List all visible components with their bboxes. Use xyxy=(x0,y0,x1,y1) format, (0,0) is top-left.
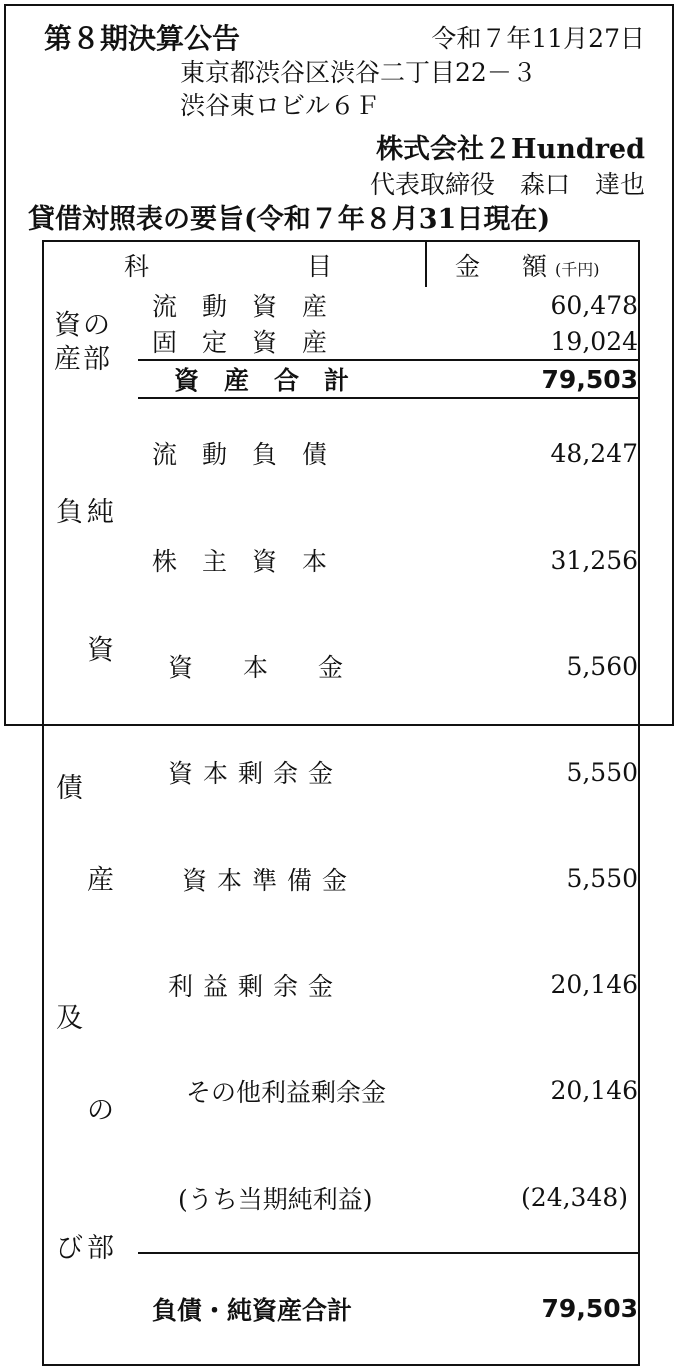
balance-sheet-title: 貸借対照表の要旨(令和７年８月31日現在) xyxy=(28,204,551,235)
notice-title: 第８期決算公告 xyxy=(44,22,241,55)
row-label: 流 動 資 産 xyxy=(152,292,328,321)
liab-label-line2: 資 xyxy=(56,635,118,666)
row-label: 資本剰余金 xyxy=(168,759,344,789)
notice-date: 令和７年11月27日 xyxy=(431,24,645,53)
row-label: 株 主 資 本 xyxy=(152,547,328,577)
header-gaku: 額 xyxy=(521,251,547,281)
table-row xyxy=(43,398,639,507)
assets-label-line1: 資の xyxy=(54,309,112,341)
row-value: 60,478 xyxy=(550,290,639,320)
row-label: 資本準備金 xyxy=(182,865,358,895)
company-name: 株式会社２Hundred xyxy=(376,134,645,165)
liab-label-line1: 負純 xyxy=(56,497,118,528)
liab-label-line5: 及 xyxy=(56,1003,87,1034)
row-value: 19,024 xyxy=(550,326,639,356)
header-unit: (千円) xyxy=(554,259,600,279)
address-line-2: 渋谷東ロビル６Ｆ xyxy=(180,91,381,120)
row-label: 流 動 負 債 xyxy=(152,440,328,470)
liabilities-total-value: 79,503 xyxy=(426,1253,639,1365)
liab-label-line4: 産 xyxy=(56,865,118,896)
assets-label-line2: 産部 xyxy=(54,343,112,375)
row-value: 20,146 xyxy=(550,970,639,1000)
liab-label-line6: の xyxy=(87,1095,118,1126)
row-value: (24,348) xyxy=(521,1183,629,1213)
header-moku: 目 xyxy=(306,251,332,281)
representative-name: 代表取締役 森口 達也 xyxy=(369,170,645,199)
row-value: 5,560 xyxy=(566,651,639,681)
table-row xyxy=(43,287,639,323)
row-value: 5,550 xyxy=(566,864,639,894)
balance-sheet-table xyxy=(42,240,640,1366)
assets-section-label xyxy=(43,287,138,398)
liab-label-line3: 債 xyxy=(56,773,87,804)
table-header-row xyxy=(43,241,639,287)
liab-label-line7: び部 xyxy=(56,1233,118,1264)
header-ka: 科 xyxy=(124,251,150,281)
row-label: (うち当期純利益) xyxy=(178,1184,373,1214)
header-kin: 金 xyxy=(455,251,481,281)
row-label: その他利益剰余金 xyxy=(186,1077,387,1107)
row-value: 48,247 xyxy=(550,438,639,468)
row-label: 固 定 資 産 xyxy=(152,328,328,357)
item-column-header xyxy=(43,241,426,287)
liabilities-section-label xyxy=(43,398,138,1365)
amount-column-header xyxy=(426,241,639,287)
row-value: 5,550 xyxy=(566,757,639,787)
row-value: 20,146 xyxy=(550,1076,639,1106)
liabilities-total-label: 負債・純資産合計 xyxy=(138,1253,426,1365)
row-label: 利益剰余金 xyxy=(168,971,344,1001)
assets-total-value: 79,503 xyxy=(426,360,639,398)
address-line-1: 東京都渋谷区渋谷二丁目22－３ xyxy=(180,58,537,87)
assets-total-label: 資 産 合 計 xyxy=(138,360,426,398)
row-label: 資 本 金 xyxy=(168,653,344,683)
row-value: 31,256 xyxy=(550,545,639,575)
